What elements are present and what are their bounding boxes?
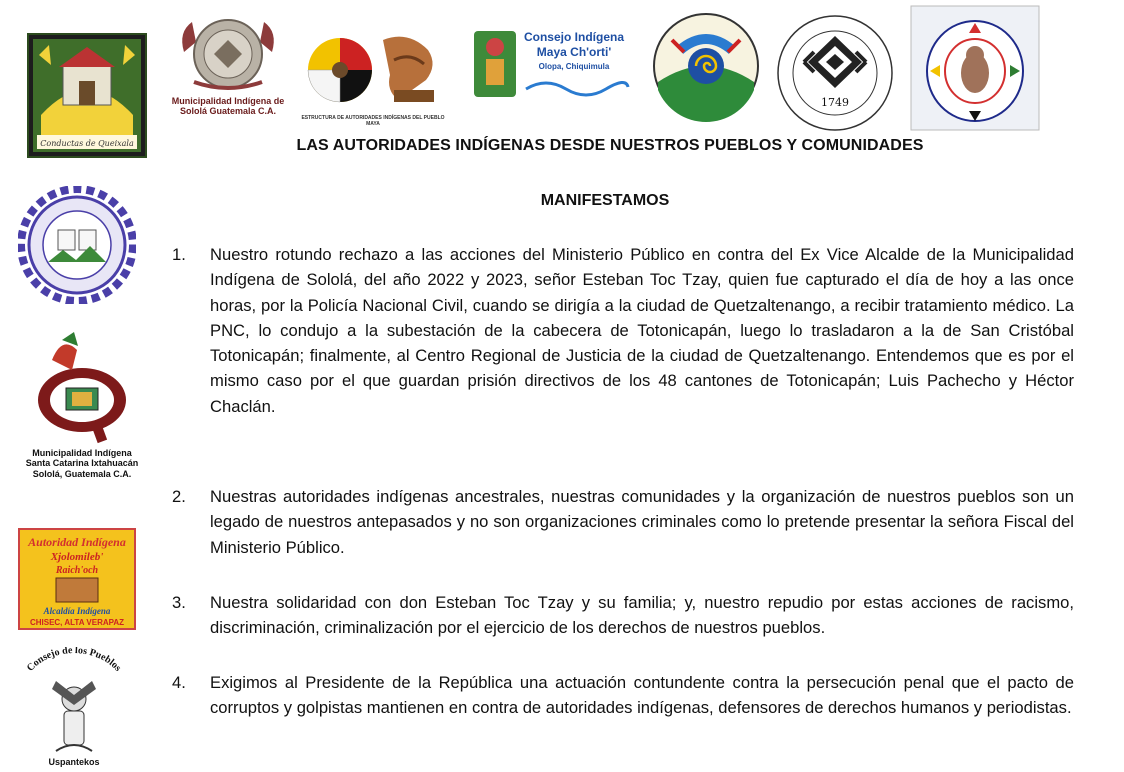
municipal-emblem-icon (29, 35, 145, 156)
catarina-caption-line3: Sololá, Guatemala C.A. (32, 468, 132, 479)
chorti-line3: Olopa, Chiquimula (538, 62, 610, 71)
chorti-line2: Maya Ch'orti' (536, 45, 612, 59)
glyph-icon (20, 530, 134, 628)
ahpop-logo (910, 5, 1040, 131)
uspantekos-caption: Uspantekos (48, 757, 100, 767)
deity-icon (12, 647, 136, 757)
catarina-caption-line2: Santa Catarina Ixtahuacán (25, 458, 139, 469)
chisec-logo (18, 528, 136, 630)
chisec-line4: Alcaldía Indígena (43, 606, 111, 616)
chorti-logo (470, 25, 630, 105)
gear-seal-icon (18, 186, 136, 304)
chisec-line5: CHISEC, ALTA VERAPAZ (29, 618, 125, 627)
arrows-figure-icon (910, 5, 1040, 131)
chisec-line3: Raich'och (55, 565, 99, 576)
catarina-caption (8, 448, 156, 479)
list-item-2 (172, 484, 1074, 560)
list-item-number: 2. (172, 487, 186, 506)
gear-seal-logo (18, 186, 136, 304)
seal-icon (174, 12, 282, 94)
mayan-figure-icon (32, 330, 128, 446)
list-item-number: 1. (172, 245, 186, 264)
list-item-3 (172, 590, 1074, 641)
catarina-logo (32, 330, 128, 446)
list-item-text: Nuestro rotundo rechazo a las acciones del Ministerio Público en contra del Ex Vice Alcalde de la Municipalidad Indígena de Sololá, del año 2022 y 2023, señor Esteban Toc Tzay, quien fue capturado el día de hoy a las once horas, por la Policía Nacional Civil, cuando se dirigía a la ciudad de Quetzaltenango, a recibir tratamiento médico. La PNC, lo condujo a la subestación de la cabecera de Totonicapán, luego lo trasladaron a la de San Cristóbal Totonicapán; finalmente, al Centro Regional de Justicia de la ciudad de Quetzaltenango. Entendemos que es por el mismo caso por el que guardan prisión directivos de los 48 cantones de Totonicapán; Luis Pachecho y Héctor Chaclán. (210, 245, 1074, 416)
list-item-number: 4. (172, 673, 186, 692)
queixala-lettering: Conductas de Queixala (40, 139, 134, 148)
list-item-text: Exigimos al Presidente de la República una actuación contundente contra la persecución penal que el pacto de corruptos y golpistas mantienen en contra de autoridades indígenas, defensores de derechos humanos y periodistas. (210, 673, 1074, 718)
geometric-emblem-icon (774, 12, 896, 134)
svg-text:Consejo de los Pueblos (25, 647, 123, 674)
chorti-line1: Consejo Indígena (523, 30, 625, 44)
list-item-text: Nuestra solidaridad con don Esteban Toc Tzay y su familia; y, nuestro repudio por estas acciones de racismo, discriminación, criminalización por el ejercicio de los derechos de nuestros pueblos. (210, 593, 1074, 638)
uspantekos-logo (12, 647, 136, 757)
solola-logo (174, 12, 282, 94)
emblem-1749-year: 1749 (821, 96, 849, 109)
solola-caption-line1: Municipalidad Indígena de (171, 96, 285, 106)
catarina-caption-line1: Municipalidad Indígena (32, 448, 132, 458)
list-item-1 (172, 242, 1074, 419)
chisec-line1: Autoridad Indígena (28, 535, 126, 549)
figure-icon (470, 25, 630, 105)
medicine-caption: ESTRUCTURA DE AUTORIDADES INDÍGENAS DEL PUEBLO MAYA (301, 115, 445, 127)
uspantekos-arc-text: Consejo de los Pueblos (24, 647, 124, 674)
medicine-wheel-icon (298, 20, 448, 115)
emblem-1749-logo (774, 12, 896, 134)
medicine-wheel-logo (298, 20, 448, 115)
list-item-4 (172, 670, 1074, 721)
queixala-logo (27, 33, 147, 158)
list-item-text: Nuestras autoridades indígenas ancestrales, nuestras comunidades y la organización de nuestros pueblos son un legado de nuestros antepasados y no son organizaciones criminales como lo pretende presentar la señora Fiscal del Ministerio Público. (210, 487, 1074, 557)
solola-caption-line2: Sololá Guatemala C.A. (179, 106, 277, 117)
spiral-circle-logo (650, 10, 762, 122)
chisec-line2: Xjolomileb' (50, 551, 104, 563)
spiral-circle-icon (650, 10, 762, 122)
solola-caption (166, 96, 290, 117)
sub-heading: MANIFESTAMOS (540, 192, 670, 209)
main-heading: LAS AUTORIDADES INDÍGENAS DESDE NUESTROS PUEBLOS Y COMUNIDADES (296, 137, 924, 154)
list-item-number: 3. (172, 593, 186, 612)
